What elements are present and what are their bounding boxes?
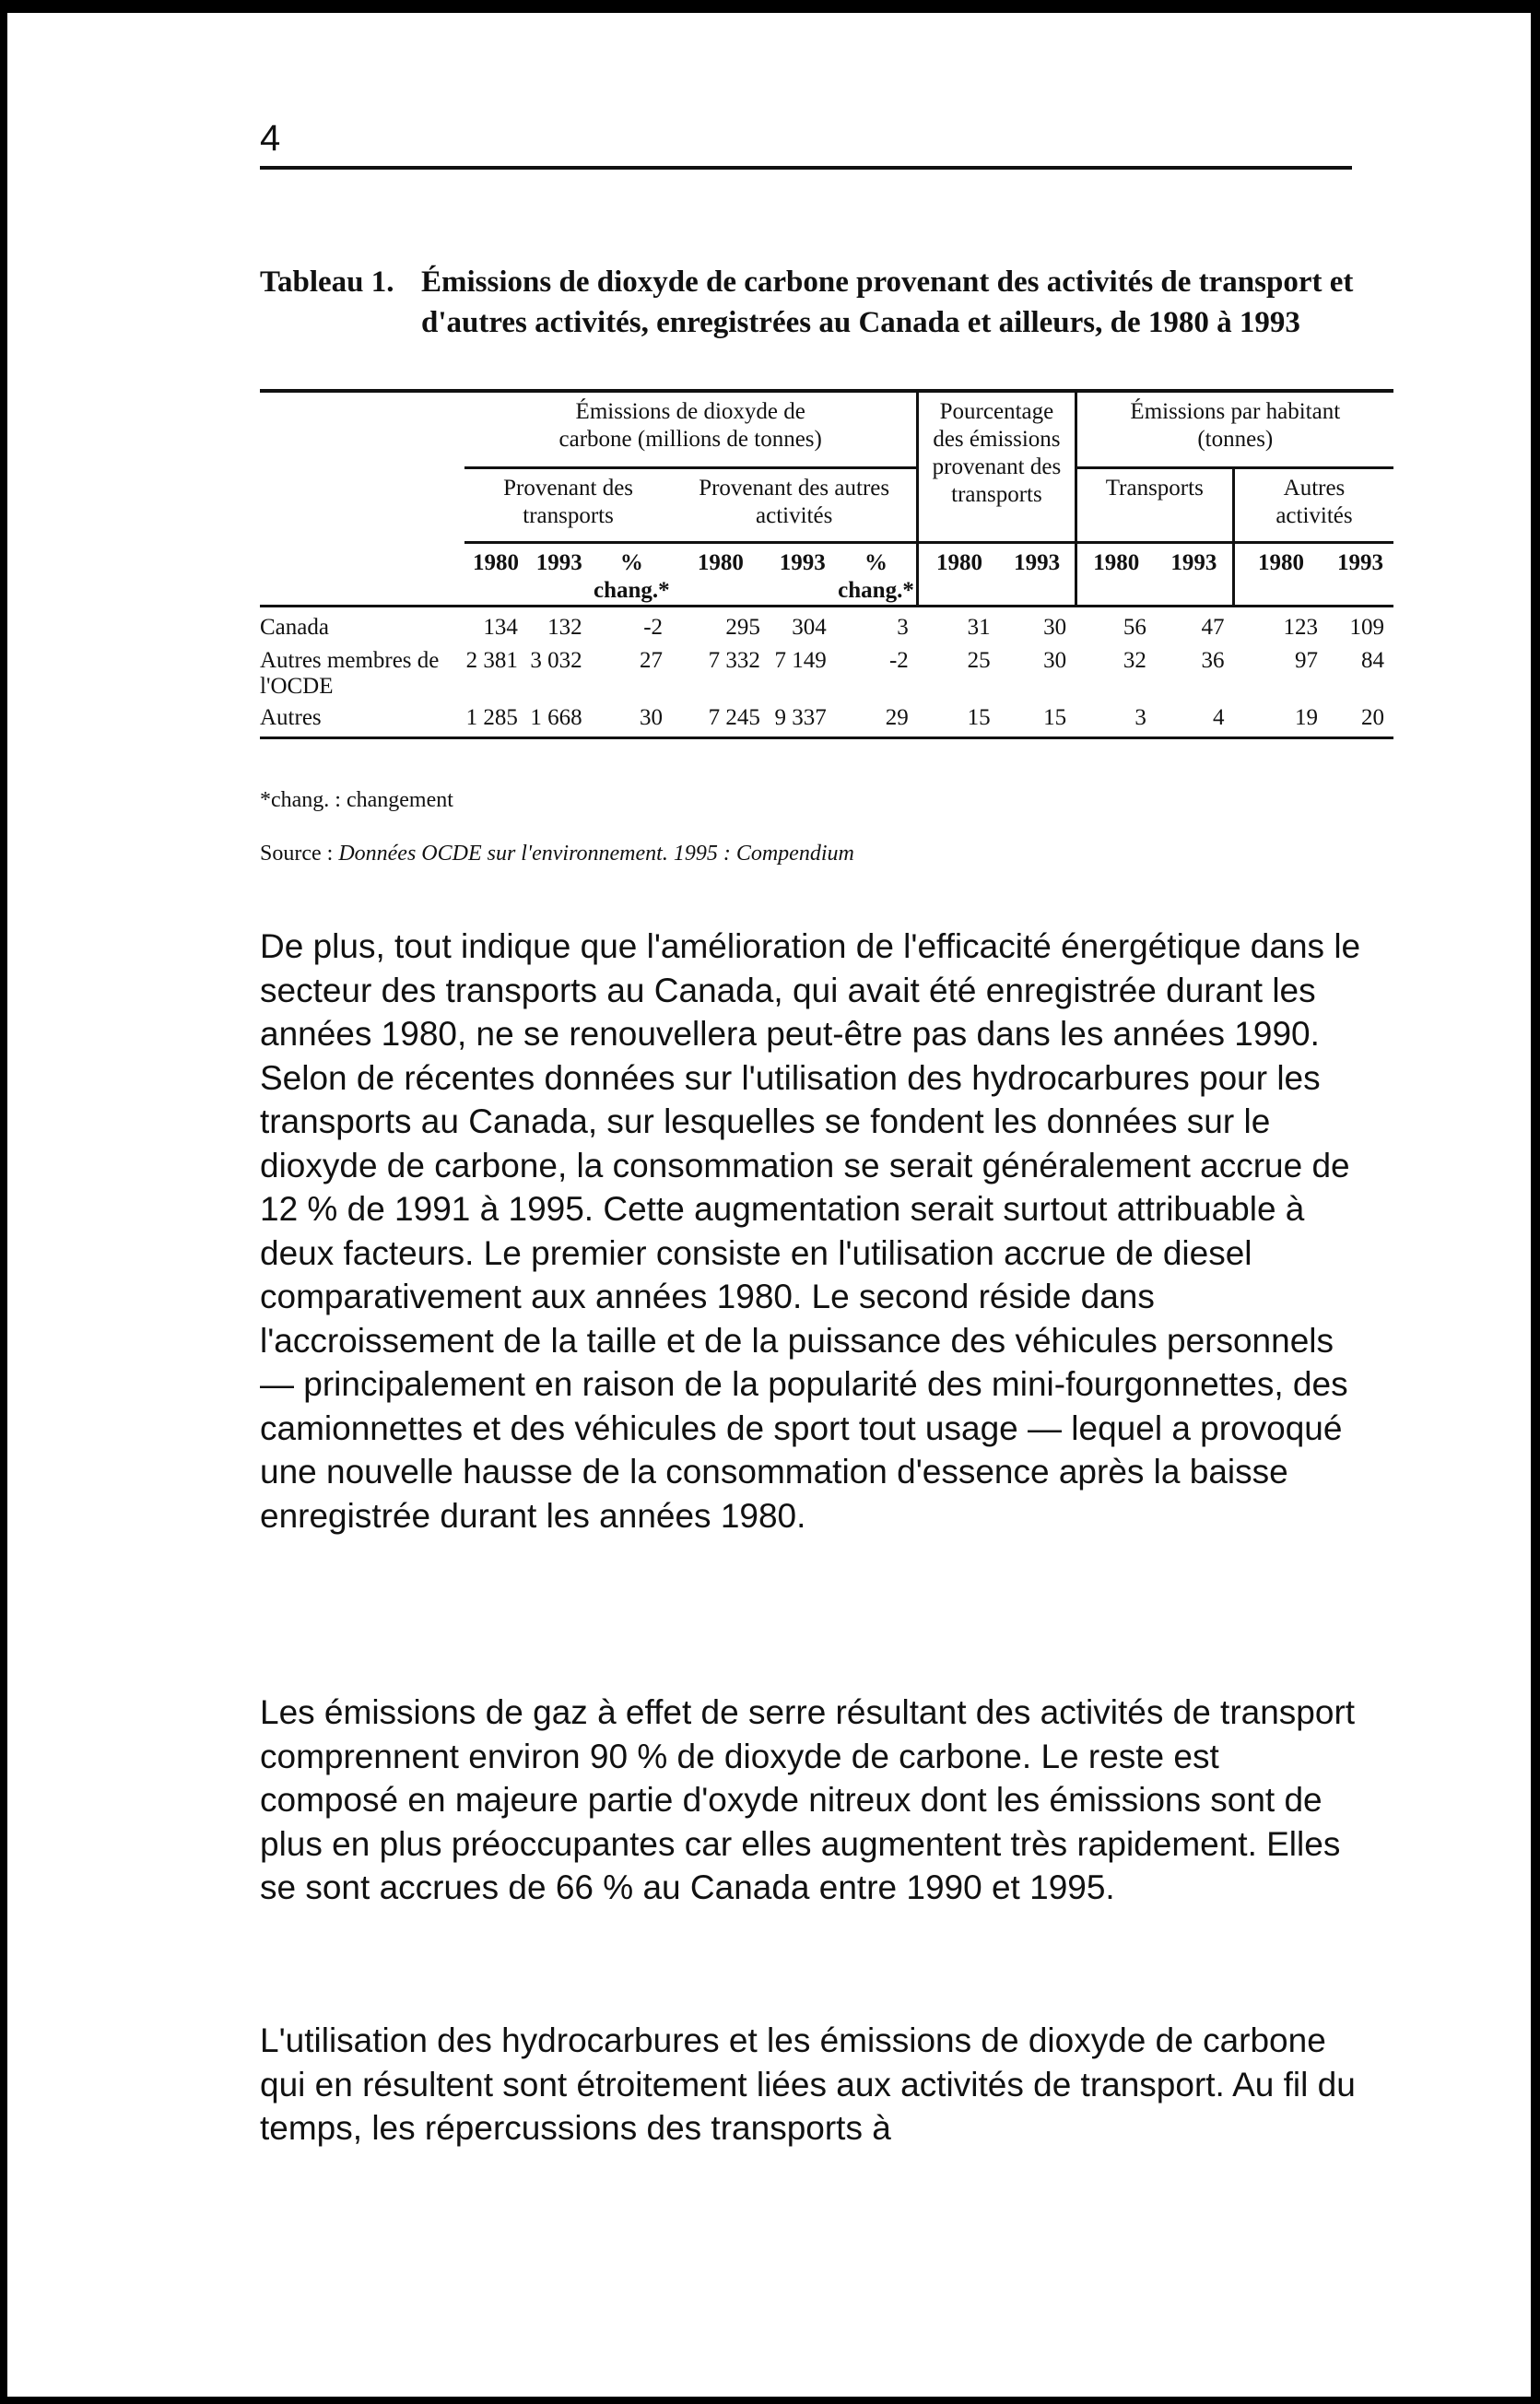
table-cell: 132 [547,615,582,640]
year-header: 1980 [464,543,527,607]
table-cell: 109 [1349,615,1384,640]
header-group-per-capita: Émissions par habitant (tonnes) [1130,399,1341,452]
header-group-co2: Émissions de dioxyde de carbone (millions de tonnes) [558,399,822,452]
header-group-percentage: Pourcentage des émissions provenant des transports [932,399,1062,507]
year-header: 1993 [527,543,592,607]
table-cell: 304 [792,615,827,640]
table-cell: 134 [483,615,518,640]
table-cell: 4 [1212,705,1225,730]
table-cell: 31 [967,615,991,640]
header-sub-transports-per-capita: Transports [1105,476,1204,501]
year-header: 1993 [1327,543,1393,607]
scan-border-top [0,0,1540,13]
scan-border-bottom [0,2397,1540,2404]
year-header: 1993 [770,543,836,607]
scan-border-right [1531,0,1540,2404]
year-header: 1993 [1000,543,1076,607]
change-header: % chang.* [592,543,672,607]
table-cell: 1 285 [465,705,518,730]
year-header: 1993 [1156,543,1234,607]
table-cell: 20 [1361,705,1384,730]
table-row [260,607,1393,643]
table-cell: 15 [967,705,991,730]
table-cell: 30 [1043,648,1067,673]
table-cell: 36 [1201,648,1225,673]
table-cell: 30 [640,705,664,730]
table-cell: 15 [1043,705,1067,730]
table-cell: -2 [643,615,664,640]
table-cell: 47 [1201,615,1225,640]
row-label: Canada [260,615,329,640]
table-cell: 3 [897,615,909,640]
table-cell: 84 [1361,648,1384,673]
table-cell: 32 [1123,648,1146,673]
table-cell: 29 [885,705,909,730]
header-sub-transports: Provenant des transports [503,476,634,528]
caption-label: Tableau 1. [260,265,394,299]
table-footnote: *chang. : changement [260,788,453,812]
body-paragraph: Les émissions de gaz à effet de serre résultant des activités de transport comprennent environ 90 % de dioxyde de carbone. Le reste est composé en majeure partie d'oxyde nitreux dont les émissions sont de plus en plus préoccupantes car elles augmentent très rapidement. Elles se sont accrues de 66 % au Canada entre 1990 et 1995. [260,1693,1356,1906]
table-cell: 123 [1283,615,1318,640]
change-header: % chang.* [836,543,918,607]
table-cell: 3 [1134,705,1146,730]
table-cell: 3 032 [530,648,582,673]
table-cell: 7 332 [708,648,760,673]
caption-text: Émissions de dioxyde de carbone provenant des activités de transport et d'autres activités, enregistrées au Canada et ailleurs, de 1980 à 1993 [421,265,1354,339]
table-cell: 1 668 [530,705,582,730]
table-cell: 2 381 [465,648,518,673]
header-rule [260,166,1352,170]
table-cell: 7 149 [774,648,827,673]
row-label: Autres membres de l'OCDE [260,648,440,699]
source-text: Données OCDE sur l'environnement. 1995 : Compendium [338,842,854,866]
table-cell: -2 [888,648,909,673]
table-cell: 295 [725,615,760,640]
table-cell: 97 [1294,648,1318,673]
table-cell: 19 [1294,705,1318,730]
row-label: Autres [260,705,322,730]
body-paragraph: De plus, tout indique que l'amélioration de l'efficacité énergétique dans le secteur des transports au Canada, qui avait été enregistrée durant les années 1980, ne se renouvellera peut-être pas dans les années 1990. Selon de récentes données sur l'utilisation des hydrocarbures pour les transports au Canada, sur lesquelles se fondent les données sur le dioxyde de carbone, la consommation se serait généralement accrue de 12 % de 1991 à 1995. Cette augmentation serait surtout attribuable à deux facteurs. Le premier consiste en l'utilisation accrue de diesel comparativement aux années 1980. Le second réside dans l'accroissement de la taille et de la puissance des véhicules personnels — principalement en raison de la popularité des mini-fourgonnettes, des camionnettes et des véhicules de sport tout usage — lequel a provoqué une nouvelle hausse de la consommation d'essence après la baisse enregistrée durant les années 1980. [260,927,1361,1535]
header-sub-other-activities: Provenant des autres activités [699,476,890,528]
year-header: 1980 [1076,543,1156,607]
year-header: 1980 [918,543,1000,607]
table-cell: 25 [967,648,991,673]
header-sub-other-per-capita: Autres activités [1275,476,1353,528]
source-label: Source : [260,842,339,866]
emissions-table [260,389,1393,739]
year-header: 1980 [1233,543,1327,607]
table-row [260,700,1393,738]
year-header: 1980 [672,543,770,607]
table-cell: 9 337 [774,705,827,730]
page-number: 4 [260,118,281,159]
corner-cell [260,391,464,468]
table-cell: 27 [640,648,664,673]
table-row [260,642,1393,700]
body-paragraph: L'utilisation des hydrocarbures et les émissions de dioxyde de carbone qui en résultent sont étroitement liées aux activités de transport. Au fil du temps, les répercussions des transports à [260,2021,1356,2147]
table-cell: 7 245 [708,705,760,730]
scan-border-left [0,0,7,2404]
table-source [260,842,854,866]
table-cell: 30 [1043,615,1067,640]
table-cell: 56 [1123,615,1146,640]
